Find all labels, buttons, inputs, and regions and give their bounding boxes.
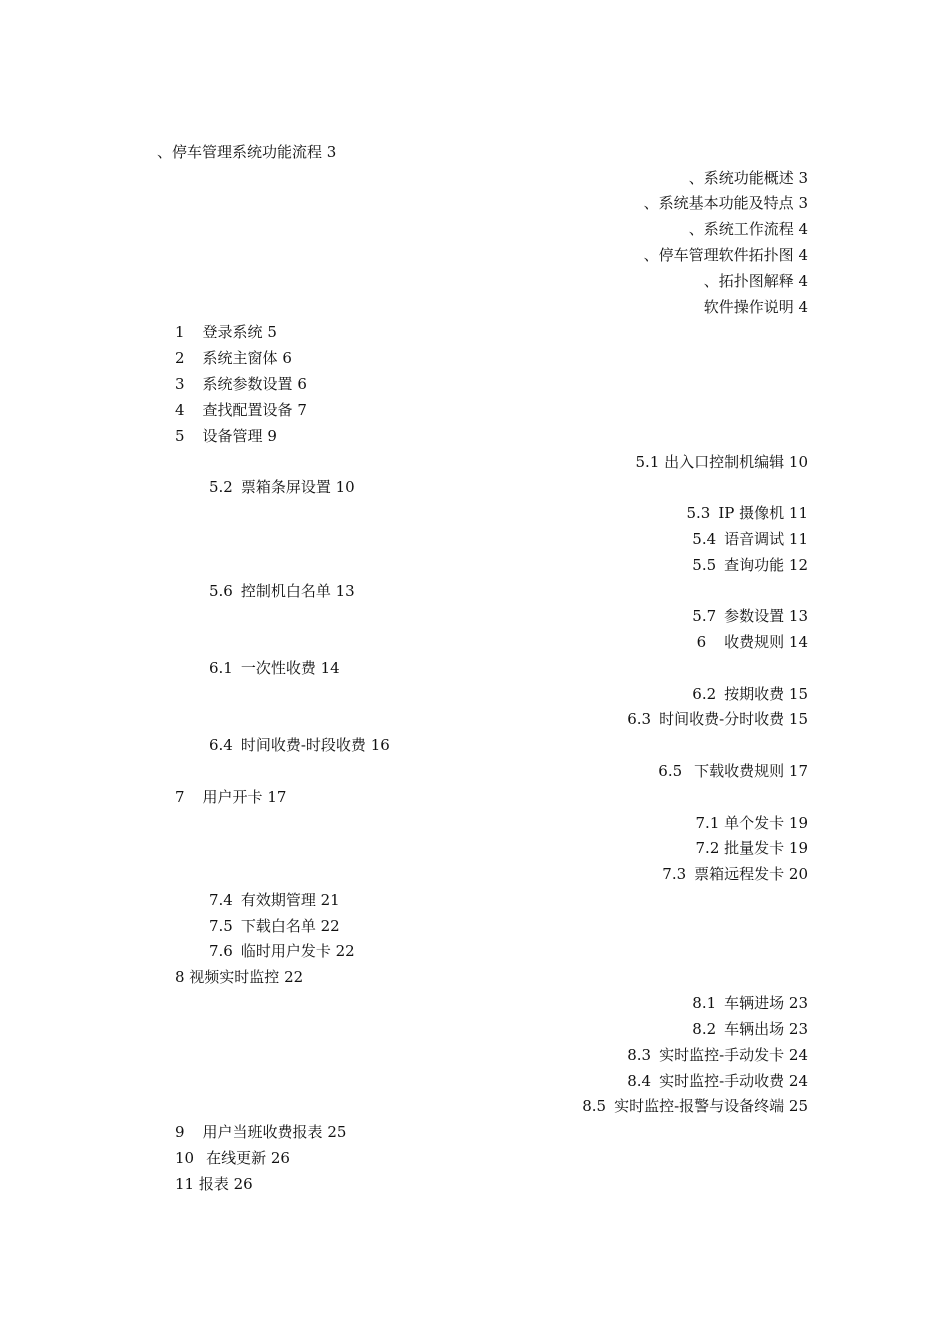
toc-entry: 7.3 票箱远程发卡 20	[662, 865, 808, 883]
toc-entry: 6.2 按期收费 15	[692, 685, 808, 703]
toc-entry: 、停车管理软件拓扑图 4	[643, 246, 808, 264]
toc-entry: 5.6 控制机白名单 13	[209, 582, 355, 600]
toc-entry: 2 系统主窗体 6	[175, 349, 292, 367]
toc-entry: 5.5 查询功能 12	[692, 556, 808, 574]
toc-entry: 6.4 时间收费-时段收费 16	[209, 736, 390, 754]
toc-entry: 1 登录系统 5	[175, 323, 277, 341]
toc-entry: 5 设备管理 9	[175, 427, 277, 445]
toc-entry: 、停车管理系统功能流程 3	[157, 143, 337, 161]
toc-entry: 8.3 实时监控-手动发卡 24	[627, 1046, 808, 1064]
toc-entry: 3 系统参数设置 6	[175, 375, 307, 393]
toc-entry: 10 在线更新 26	[175, 1149, 290, 1167]
toc-entry: 7.6 临时用户发卡 22	[209, 942, 355, 960]
toc-entry: 6.1 一次性收费 14	[209, 659, 340, 677]
toc-entry: 5.4 语音调试 11	[692, 530, 808, 548]
toc-entry: 4 查找配置设备 7	[175, 401, 307, 419]
toc-entry: 8.2 车辆出场 23	[692, 1020, 808, 1038]
toc-entry: 8.1 车辆进场 23	[692, 994, 808, 1012]
toc-entry: 7.2 批量发卡 19	[695, 839, 808, 857]
toc-entry: 5.1 出入口控制机编辑 10	[635, 453, 808, 471]
toc-entry: 8.4 实时监控-手动收费 24	[627, 1072, 808, 1090]
toc-entry: 软件操作说明 4	[703, 298, 808, 316]
toc-entry: 7.1 单个发卡 19	[695, 814, 808, 832]
toc-entry: 6.5 下载收费规则 17	[658, 762, 808, 780]
toc-entry: 8 视频实时监控 22	[175, 968, 304, 986]
toc-entry: 8.5 实时监控-报警与设备终端 25	[582, 1097, 808, 1115]
toc-entry: 9 用户当班收费报表 25	[175, 1123, 347, 1141]
toc-entry: 11 报表 26	[175, 1175, 253, 1193]
toc-entry: 6 收费规则 14	[696, 633, 808, 651]
toc-entry: 7.5 下载白名单 22	[209, 917, 340, 935]
toc-entry: 、系统功能概述 3	[688, 169, 808, 187]
toc-entry: 5.2 票箱条屏设置 10	[209, 478, 355, 496]
toc-entry: 5.3 IP 摄像机 11	[686, 504, 808, 522]
toc-entry: 6.3 时间收费-分时收费 15	[627, 710, 808, 728]
toc-entry: 7.4 有效期管理 21	[209, 891, 340, 909]
toc-entry: 7 用户开卡 17	[175, 788, 287, 806]
toc-entry: 、系统工作流程 4	[688, 220, 808, 238]
toc-entry: 5.7 参数设置 13	[692, 607, 808, 625]
toc-entry: 、拓扑图解释 4	[703, 272, 808, 290]
toc-entry: 、系统基本功能及特点 3	[643, 194, 808, 212]
